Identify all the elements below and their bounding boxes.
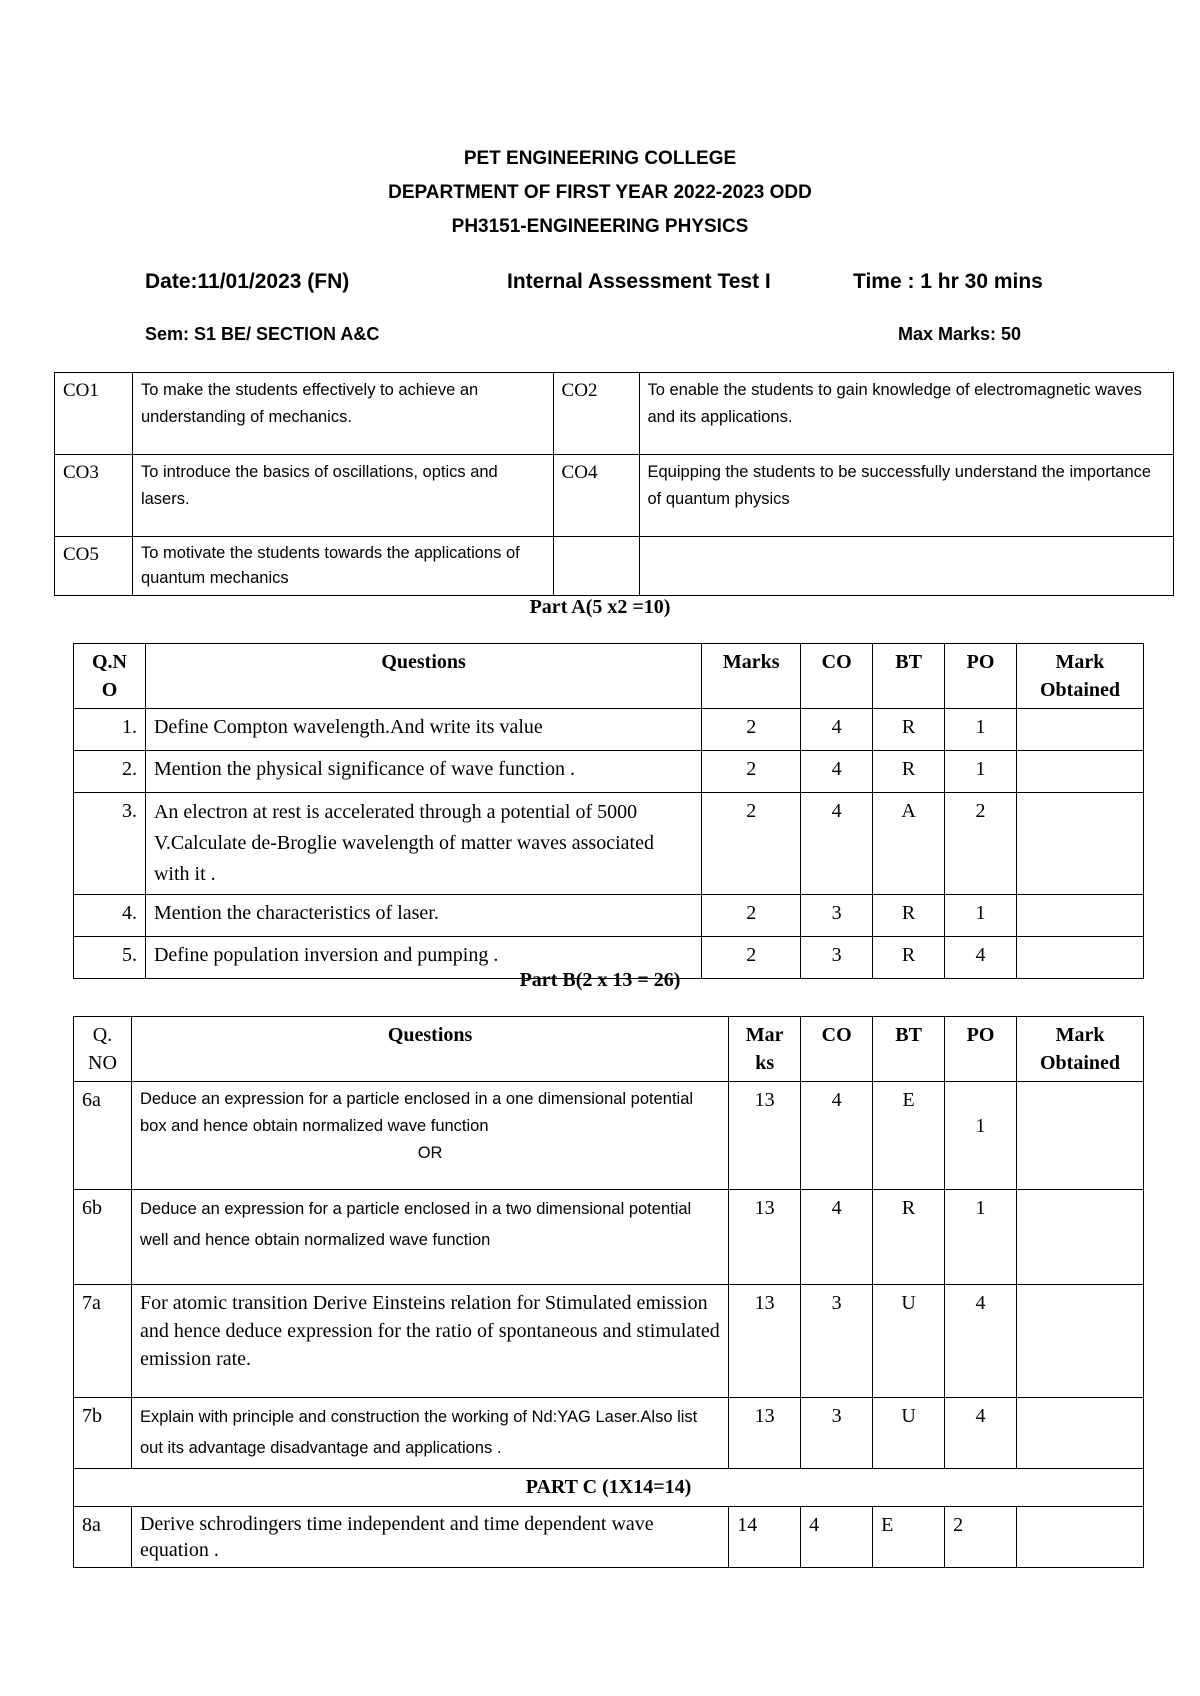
question-text: Mention the physical significance of wave function .: [145, 751, 701, 793]
question-bt: E: [873, 1082, 945, 1190]
question-text: Derive schrodingers time independent and time dependent wave equation .: [131, 1507, 728, 1568]
question-marks: 2: [702, 793, 801, 895]
part-a-table: [73, 643, 1144, 979]
question-number: 5.: [74, 937, 146, 979]
question-po: 4: [945, 1285, 1017, 1398]
table-row: [74, 709, 1144, 751]
max-marks: Max Marks: 50: [898, 324, 1022, 344]
question-po: 1: [945, 751, 1017, 793]
header-bt: BT: [873, 644, 945, 709]
mark-obtained-cell: [1017, 895, 1144, 937]
question-text: For atomic transition Derive Einsteins relation for Stimulated emission and hence deduce expression for the ratio of spontaneous and stimulated emission rate.: [131, 1285, 728, 1398]
question-bt: R: [873, 709, 945, 751]
header-po: PO: [945, 644, 1017, 709]
mark-obtained-cell: [1017, 1285, 1144, 1398]
or-separator: OR: [417, 1144, 443, 1162]
question-co: 3: [801, 937, 873, 979]
header-bt: BT: [873, 1017, 945, 1082]
question-po: 1: [945, 895, 1017, 937]
department-title: DEPARTMENT OF FIRST YEAR 2022-2023 ODD: [388, 182, 812, 203]
table-row: [74, 1190, 1144, 1285]
table-row: [74, 1398, 1144, 1469]
mark-obtained-cell: [1017, 1398, 1144, 1469]
co-code: CO2: [553, 373, 639, 455]
question-po: 1: [945, 1190, 1017, 1285]
header-questions: Questions: [131, 1017, 728, 1082]
course-title: PH3151-ENGINEERING PHYSICS: [451, 216, 749, 237]
question-number: 3.: [74, 793, 146, 895]
co-description: To enable the students to gain knowledge of electromagnetic waves and its applications.: [639, 373, 1174, 455]
question-co: 3: [801, 895, 873, 937]
co-description: Equipping the students to be successfully understand the importance of quantum physics: [639, 455, 1174, 537]
part-b-table: [73, 1016, 1144, 1568]
part-c-title: PART C (1X14=14): [74, 1469, 1144, 1507]
co-description: To make the students effectively to achieve an understanding of mechanics.: [132, 373, 553, 455]
question-marks: 2: [702, 751, 801, 793]
header-co: CO: [801, 644, 873, 709]
exam-time: Time : 1 hr 30 mins: [853, 270, 1043, 293]
question-marks: 13: [729, 1190, 801, 1285]
question-number: 6a: [74, 1082, 132, 1190]
question-marks: 2: [702, 895, 801, 937]
question-bt: R: [873, 937, 945, 979]
question-text: Deduce an expression for a particle enclosed in a two dimensional potential well and hence obtain normalized wave function: [131, 1190, 728, 1285]
question-text-cell: [131, 1082, 728, 1190]
mark-obtained-cell: [1017, 1190, 1144, 1285]
question-text: Mention the characteristics of laser.: [145, 895, 701, 937]
question-text: Deduce an expression for a particle enclosed in a one dimensional potential box and hence obtain normalized wave function: [139, 1090, 694, 1135]
test-name: Internal Assessment Test I: [507, 270, 771, 293]
question-bt: U: [873, 1285, 945, 1398]
question-marks: 13: [729, 1285, 801, 1398]
question-po: 1: [945, 1082, 1017, 1190]
header-po: PO: [945, 1017, 1017, 1082]
empty-cell: [639, 537, 1174, 596]
table-header-row: [74, 644, 1144, 709]
header-mark-obtained: Mark Obtained: [1017, 644, 1144, 709]
table-row: [55, 537, 1174, 596]
header-marks: Marks: [702, 644, 801, 709]
empty-cell: [553, 537, 639, 596]
table-row: [74, 1082, 1144, 1190]
part-a-title: Part A(5 x2 =10): [529, 596, 671, 618]
question-marks: 2: [702, 709, 801, 751]
co-code: CO5: [55, 537, 133, 596]
question-marks: 13: [729, 1082, 801, 1190]
co-description: To introduce the basics of oscillations, optics and lasers.: [132, 455, 553, 537]
question-co: 4: [801, 1507, 873, 1568]
mark-obtained-cell: [1017, 751, 1144, 793]
exam-date: Date:11/01/2023 (FN): [145, 270, 350, 293]
mark-obtained-cell: [1017, 709, 1144, 751]
co-code: CO4: [553, 455, 639, 537]
question-marks: 13: [729, 1398, 801, 1469]
part-c-title-row: [74, 1469, 1144, 1507]
question-bt: A: [873, 793, 945, 895]
question-co: 4: [801, 709, 873, 751]
question-co: 3: [801, 1285, 873, 1398]
question-bt: R: [873, 751, 945, 793]
question-text: Define Compton wavelength.And write its value: [145, 709, 701, 751]
question-po: 1: [945, 709, 1017, 751]
header-qno: Q. NO: [74, 1017, 132, 1082]
part-b-title: Part B(2 x 13 = 26): [519, 969, 681, 991]
question-text: An electron at rest is accelerated through a potential of 5000 V.Calculate de-Broglie wavelength of matter waves associated with it .: [145, 793, 701, 895]
co-description: To motivate the students towards the applications of quantum mechanics: [132, 537, 553, 596]
question-co: 4: [801, 751, 873, 793]
question-marks: 2: [702, 937, 801, 979]
mark-obtained-cell: [1017, 793, 1144, 895]
question-po: 2: [945, 793, 1017, 895]
college-name: PET ENGINEERING COLLEGE: [463, 148, 737, 169]
question-po: 4: [945, 1398, 1017, 1469]
table-row: [74, 1507, 1144, 1568]
header-marks: Mar ks: [729, 1017, 801, 1082]
mark-obtained-cell: [1017, 1507, 1144, 1568]
question-co: 3: [801, 1398, 873, 1469]
question-bt: U: [873, 1398, 945, 1469]
question-po: 2: [945, 1507, 1017, 1568]
question-number: 8a: [74, 1507, 132, 1568]
table-row: [74, 895, 1144, 937]
question-bt: R: [873, 895, 945, 937]
table-row: [55, 373, 1174, 455]
question-text: Explain with principle and construction the working of Nd:YAG Laser.Also list out its advantage disadvantage and applications .: [131, 1398, 728, 1469]
question-number: 4.: [74, 895, 146, 937]
co-code: CO1: [55, 373, 133, 455]
question-number: 2.: [74, 751, 146, 793]
question-number: 1.: [74, 709, 146, 751]
question-number: 7a: [74, 1285, 132, 1398]
table-header-row: [74, 1017, 1144, 1082]
table-row: [74, 793, 1144, 895]
question-bt: R: [873, 1190, 945, 1285]
header-mark-obtained: Mark Obtained: [1017, 1017, 1144, 1082]
table-row: [55, 455, 1174, 537]
table-row: [74, 751, 1144, 793]
question-bt: E: [873, 1507, 945, 1568]
header-qno: Q.N O: [74, 644, 146, 709]
question-text: Define population inversion and pumping .: [145, 937, 701, 979]
question-co: 4: [801, 793, 873, 895]
semester-section: Sem: S1 BE/ SECTION A&C: [145, 324, 380, 344]
course-outcomes-table: [54, 372, 1174, 596]
question-co: 4: [801, 1082, 873, 1190]
table-row: [74, 1285, 1144, 1398]
co-code: CO3: [55, 455, 133, 537]
question-marks: 14: [729, 1507, 801, 1568]
header-questions: Questions: [145, 644, 701, 709]
question-po: 4: [945, 937, 1017, 979]
header-co: CO: [801, 1017, 873, 1082]
question-co: 4: [801, 1190, 873, 1285]
question-number: 6b: [74, 1190, 132, 1285]
question-number: 7b: [74, 1398, 132, 1469]
mark-obtained-cell: [1017, 1082, 1144, 1190]
